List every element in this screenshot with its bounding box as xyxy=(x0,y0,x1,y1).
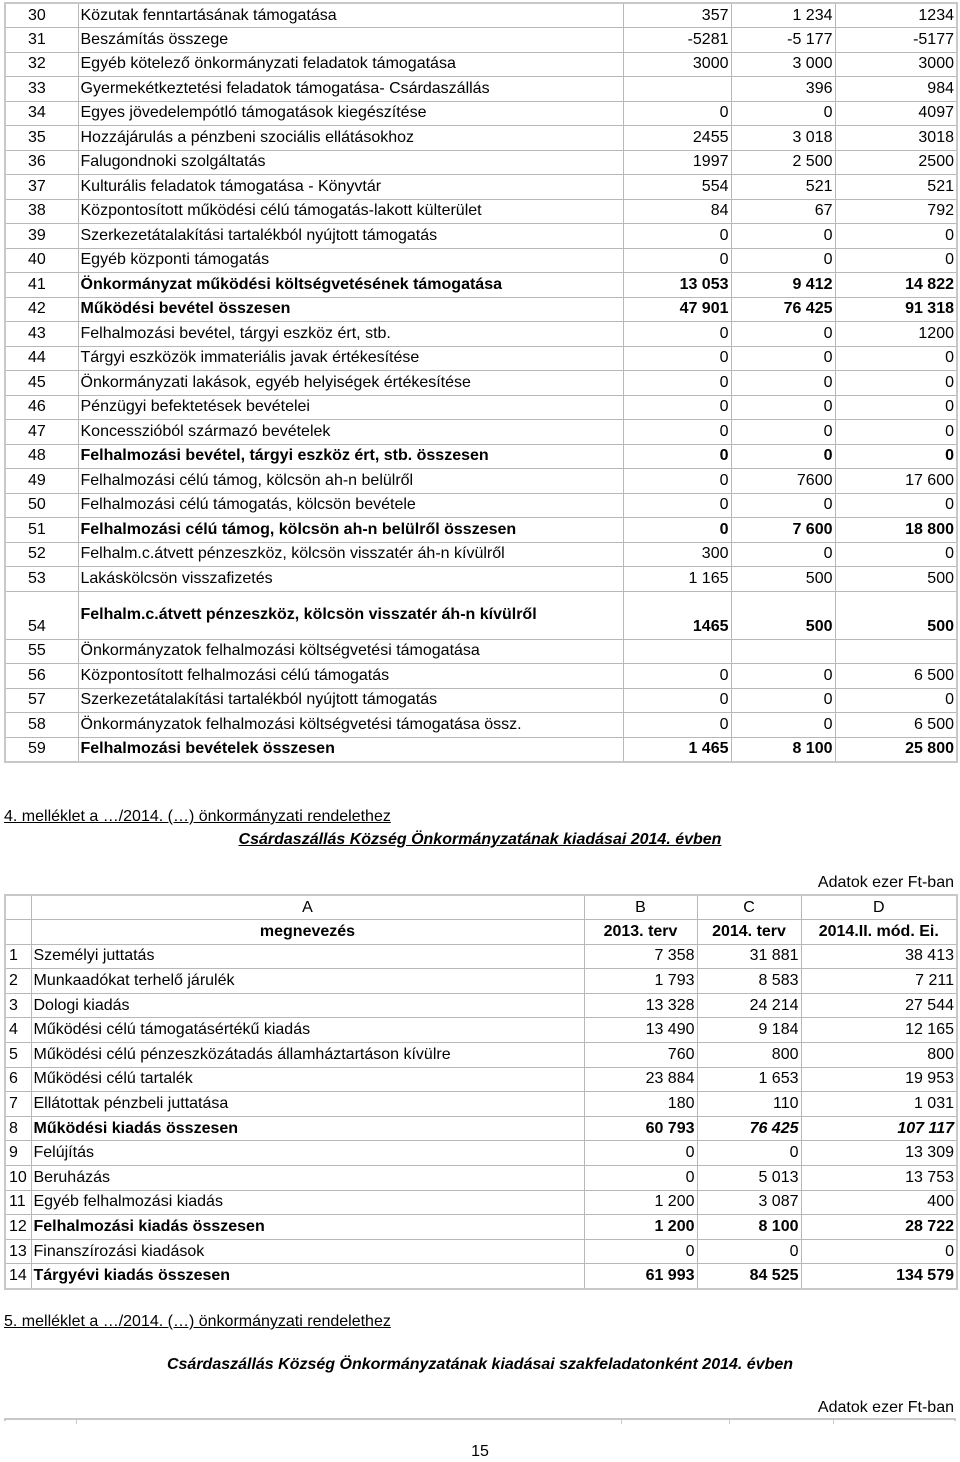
row-value-2014-mod: 13 309 xyxy=(801,1141,957,1166)
row-value-b: 0 xyxy=(731,371,835,396)
expenses-table xyxy=(4,894,958,1290)
row-number: 53 xyxy=(5,567,78,592)
annex-5-heading: 5. melléklet a …/2014. (…) önkormányzati rendelethez xyxy=(4,1313,391,1330)
row-value-c: 17 600 xyxy=(835,469,957,494)
row-value-2014-mod: 800 xyxy=(801,1043,957,1068)
row-number: 55 xyxy=(5,639,78,664)
row-label: Működési kiadás összesen xyxy=(31,1116,584,1141)
row-label: Felhalmozási célú támogatás, kölcsön bevétele xyxy=(78,493,623,518)
row-label: Felhalmozási célú támog, kölcsön ah-n belülről xyxy=(78,469,623,494)
row-value-b: 0 xyxy=(731,542,835,567)
row-number: 39 xyxy=(5,224,78,249)
table-row xyxy=(5,420,957,445)
row-number: 48 xyxy=(5,444,78,469)
row-number: 37 xyxy=(5,175,78,200)
row-label: Működési célú pénzeszközátadás államháztartáson kívülre xyxy=(31,1043,584,1068)
row-value-b: 1 234 xyxy=(731,3,835,28)
row-value-c: 521 xyxy=(835,175,957,200)
table-row xyxy=(5,1190,957,1215)
row-value-b: 0 xyxy=(731,346,835,371)
row-number: 56 xyxy=(5,664,78,689)
row-value-a xyxy=(623,77,731,102)
row-label: Tárgyi eszközök immateriális javak értékesítése xyxy=(78,346,623,371)
row-value-b: 0 xyxy=(731,444,835,469)
row-value-c: 0 xyxy=(835,371,957,396)
row-label: Működési célú tartalék xyxy=(31,1067,584,1092)
row-value-b: 0 xyxy=(731,224,835,249)
row-number: 3 xyxy=(5,993,31,1018)
row-value-b: 67 xyxy=(731,199,835,224)
row-value-2014: 110 xyxy=(697,1092,801,1117)
table-row xyxy=(5,688,957,713)
column-letters-row xyxy=(5,895,957,920)
table-row xyxy=(5,591,957,639)
row-value-a: 1 465 xyxy=(623,737,731,762)
row-value-b: 0 xyxy=(731,713,835,738)
row-value-c: 0 xyxy=(835,420,957,445)
table-row xyxy=(5,395,957,420)
row-value-c: 0 xyxy=(835,542,957,567)
table-row xyxy=(5,944,957,969)
table-row xyxy=(5,52,957,77)
table-row xyxy=(5,248,957,273)
row-label: Központosított felhalmozási célú támogatás xyxy=(78,664,623,689)
row-value-a: 0 xyxy=(623,248,731,273)
row-value-c: 2500 xyxy=(835,150,957,175)
row-label: Hozzájárulás a pénzbeni szociális ellátásokhoz xyxy=(78,126,623,151)
row-value-2014: 8 100 xyxy=(697,1215,801,1240)
row-value-a xyxy=(623,639,731,664)
row-value-2014-mod: 1 031 xyxy=(801,1092,957,1117)
row-value-2014-mod: 0 xyxy=(801,1239,957,1264)
col-header-2014: 2014. terv xyxy=(697,920,801,945)
row-value-b: 0 xyxy=(731,101,835,126)
row-value-a: 2455 xyxy=(623,126,731,151)
row-value-2014-mod: 400 xyxy=(801,1190,957,1215)
row-value-c: 91 318 xyxy=(835,297,957,322)
row-value-b: 8 100 xyxy=(731,737,835,762)
row-label: Működési célú támogatásértékű kiadás xyxy=(31,1018,584,1043)
annex-4-heading: 4. melléklet a …/2014. (…) önkormányzati rendelethez xyxy=(4,808,391,825)
row-value-a: 0 xyxy=(623,713,731,738)
row-number: 7 xyxy=(5,1092,31,1117)
table-row xyxy=(5,175,957,200)
table-row xyxy=(5,371,957,396)
row-value-c: 0 xyxy=(835,395,957,420)
row-value-b: 500 xyxy=(731,567,835,592)
table-row xyxy=(5,199,957,224)
row-label: Beszámítás összege xyxy=(78,28,623,53)
table-row xyxy=(5,1239,957,1264)
table-row xyxy=(5,28,957,53)
table-row xyxy=(5,77,957,102)
row-number: 11 xyxy=(5,1190,31,1215)
table-row xyxy=(5,1018,957,1043)
table-row xyxy=(5,493,957,518)
row-label: Központosított működési célú támogatás-lakott külterület xyxy=(78,199,623,224)
row-value-2014: 8 583 xyxy=(697,969,801,994)
row-value-a: 84 xyxy=(623,199,731,224)
table-row xyxy=(5,1092,957,1117)
row-value-a: 0 xyxy=(623,371,731,396)
table-row xyxy=(5,1166,957,1191)
row-number: 40 xyxy=(5,248,78,273)
row-value-c: 0 xyxy=(835,493,957,518)
row-value-2014: 24 214 xyxy=(697,993,801,1018)
row-value-a: 0 xyxy=(623,346,731,371)
row-value-c: 500 xyxy=(835,591,957,639)
row-value-2014: 1 653 xyxy=(697,1067,801,1092)
row-value-2013: 1 793 xyxy=(584,969,697,994)
row-value-2014-mod: 38 413 xyxy=(801,944,957,969)
row-value-b: 0 xyxy=(731,395,835,420)
row-value-a: 0 xyxy=(623,493,731,518)
row-number: 32 xyxy=(5,52,78,77)
row-number: 45 xyxy=(5,371,78,396)
row-value-b: 396 xyxy=(731,77,835,102)
row-value-a: 0 xyxy=(623,688,731,713)
row-value-2013: 0 xyxy=(584,1141,697,1166)
row-value-2014: 3 087 xyxy=(697,1190,801,1215)
row-label: Közutak fenntartásának támogatása xyxy=(78,3,623,28)
row-number: 54 xyxy=(5,591,78,639)
table-row xyxy=(5,297,957,322)
table-row xyxy=(5,126,957,151)
table-row xyxy=(5,737,957,762)
row-number: 30 xyxy=(5,3,78,28)
row-label: Felhalm.c.átvett pénzeszköz, kölcsön visszatér áh-n kívülről xyxy=(78,542,623,567)
table-row xyxy=(5,224,957,249)
row-label: Koncesszióból származó bevételek xyxy=(78,420,623,445)
row-number: 46 xyxy=(5,395,78,420)
row-value-2014-mod: 107 117 xyxy=(801,1116,957,1141)
col-header-2014-mod: 2014.II. mód. Ei. xyxy=(801,920,957,945)
table-row xyxy=(5,1067,957,1092)
table-row xyxy=(5,469,957,494)
row-value-a: 0 xyxy=(623,518,731,543)
row-value-a: 3000 xyxy=(623,52,731,77)
row-value-c: 1234 xyxy=(835,3,957,28)
row-value-2013: 1 200 xyxy=(584,1190,697,1215)
row-label: Egyéb felhalmozási kiadás xyxy=(31,1190,584,1215)
row-value-b: 9 412 xyxy=(731,273,835,298)
row-value-2014: 0 xyxy=(697,1141,801,1166)
row-label: Felújítás xyxy=(31,1141,584,1166)
row-value-2014: 5 013 xyxy=(697,1166,801,1191)
row-value-2014: 0 xyxy=(697,1239,801,1264)
row-number: 43 xyxy=(5,322,78,347)
row-label: Tárgyévi kiadás összesen xyxy=(31,1264,584,1289)
table-row xyxy=(5,664,957,689)
row-value-c: 0 xyxy=(835,444,957,469)
row-label: Egyes jövedelempótló támogatások kiegészítése xyxy=(78,101,623,126)
row-value-a: 300 xyxy=(623,542,731,567)
row-value-2013: 13 490 xyxy=(584,1018,697,1043)
row-value-2014: 800 xyxy=(697,1043,801,1068)
row-value-c xyxy=(835,639,957,664)
row-label: Falugondnoki szolgáltatás xyxy=(78,150,623,175)
row-value-a: 47 901 xyxy=(623,297,731,322)
row-label: Munkaadókat terhelő járulék xyxy=(31,969,584,994)
row-value-b: 0 xyxy=(731,322,835,347)
row-value-b xyxy=(731,639,835,664)
row-value-2013: 23 884 xyxy=(584,1067,697,1092)
row-value-b: -5 177 xyxy=(731,28,835,53)
row-number: 8 xyxy=(5,1116,31,1141)
row-number: 50 xyxy=(5,493,78,518)
row-value-c: 500 xyxy=(835,567,957,592)
row-value-a: 0 xyxy=(623,224,731,249)
row-number: 57 xyxy=(5,688,78,713)
row-number: 33 xyxy=(5,77,78,102)
row-number: 59 xyxy=(5,737,78,762)
table-row xyxy=(5,346,957,371)
row-value-b: 0 xyxy=(731,248,835,273)
row-label: Önkormányzatok felhalmozási költségvetési támogatása xyxy=(78,639,623,664)
row-value-2013: 760 xyxy=(584,1043,697,1068)
row-number: 58 xyxy=(5,713,78,738)
row-value-b: 2 500 xyxy=(731,150,835,175)
row-value-2013: 0 xyxy=(584,1166,697,1191)
table-row xyxy=(5,993,957,1018)
row-value-a: 0 xyxy=(623,664,731,689)
row-value-2014-mod: 7 211 xyxy=(801,969,957,994)
row-number: 4 xyxy=(5,1018,31,1043)
row-label: Ellátottak pénzbeli juttatása xyxy=(31,1092,584,1117)
row-number: 9 xyxy=(5,1141,31,1166)
row-number: 13 xyxy=(5,1239,31,1264)
row-value-2014: 76 425 xyxy=(697,1116,801,1141)
row-value-b: 0 xyxy=(731,688,835,713)
row-value-b: 7 600 xyxy=(731,518,835,543)
row-value-2014-mod: 19 953 xyxy=(801,1067,957,1092)
row-number: 47 xyxy=(5,420,78,445)
row-label: Beruházás xyxy=(31,1166,584,1191)
col-letter-d: D xyxy=(801,895,957,920)
row-value-2014-mod: 28 722 xyxy=(801,1215,957,1240)
col-letter-a: A xyxy=(31,895,584,920)
row-value-c: 18 800 xyxy=(835,518,957,543)
row-number: 5 xyxy=(5,1043,31,1068)
row-label: Felhalmozási célú támog, kölcsön ah-n belülről összesen xyxy=(78,518,623,543)
row-label: Lakáskölcsön visszafizetés xyxy=(78,567,623,592)
column-header-row xyxy=(5,920,957,945)
row-label: Felhalm.c.átvett pénzeszköz, kölcsön visszatér áh-n kívülről xyxy=(78,591,623,639)
table-row xyxy=(5,639,957,664)
row-value-2014-mod: 12 165 xyxy=(801,1018,957,1043)
row-number: 51 xyxy=(5,518,78,543)
page-number: 15 xyxy=(471,1443,489,1460)
row-value-a: 554 xyxy=(623,175,731,200)
table-row xyxy=(5,1264,957,1289)
revenue-table xyxy=(4,2,958,763)
row-number: 44 xyxy=(5,346,78,371)
row-value-c: -5177 xyxy=(835,28,957,53)
row-value-2013: 7 358 xyxy=(584,944,697,969)
table-row xyxy=(5,444,957,469)
row-label: Önkormányzat működési költségvetésének támogatása xyxy=(78,273,623,298)
row-number: 10 xyxy=(5,1166,31,1191)
row-number: 34 xyxy=(5,101,78,126)
row-value-2013: 1 200 xyxy=(584,1215,697,1240)
row-value-2013: 60 793 xyxy=(584,1116,697,1141)
table-row xyxy=(5,713,957,738)
row-number: 1 xyxy=(5,944,31,969)
row-number: 38 xyxy=(5,199,78,224)
row-value-2014: 84 525 xyxy=(697,1264,801,1289)
units-note: Adatok ezer Ft-ban xyxy=(817,874,954,891)
row-value-c: 3018 xyxy=(835,126,957,151)
row-value-c: 3000 xyxy=(835,52,957,77)
row-label: Működési bevétel összesen xyxy=(78,297,623,322)
units-note-2: Adatok ezer Ft-ban xyxy=(817,1399,954,1416)
row-label: Egyéb központi támogatás xyxy=(78,248,623,273)
row-number: 31 xyxy=(5,28,78,53)
row-value-c: 4097 xyxy=(835,101,957,126)
row-value-c: 6 500 xyxy=(835,713,957,738)
row-number: 52 xyxy=(5,542,78,567)
row-value-2014-mod: 13 753 xyxy=(801,1166,957,1191)
row-value-a: 1 165 xyxy=(623,567,731,592)
row-number: 14 xyxy=(5,1264,31,1289)
row-value-c: 792 xyxy=(835,199,957,224)
row-value-b: 500 xyxy=(731,591,835,639)
row-value-c: 1200 xyxy=(835,322,957,347)
col-header-2013: 2013. terv xyxy=(584,920,697,945)
row-value-2013: 13 328 xyxy=(584,993,697,1018)
expenses-title: Csárdaszállás Község Önkormányzatának kiadásai 2014. évben xyxy=(238,831,722,848)
row-number: 6 xyxy=(5,1067,31,1092)
table-row xyxy=(5,518,957,543)
table-row xyxy=(5,3,957,28)
row-value-a: 357 xyxy=(623,3,731,28)
row-value-2013: 61 993 xyxy=(584,1264,697,1289)
table-row xyxy=(5,150,957,175)
row-label: Felhalmozási kiadás összesen xyxy=(31,1215,584,1240)
row-number: 49 xyxy=(5,469,78,494)
row-value-b: 3 018 xyxy=(731,126,835,151)
next-table-top-border xyxy=(4,1418,956,1421)
table-row xyxy=(5,1116,957,1141)
row-label: Felhalmozási bevételek összesen xyxy=(78,737,623,762)
row-value-c: 0 xyxy=(835,346,957,371)
row-label: Finanszírozási kiadások xyxy=(31,1239,584,1264)
row-label: Önkormányzatok felhalmozási költségvetési támogatása össz. xyxy=(78,713,623,738)
table-row xyxy=(5,322,957,347)
row-value-2014: 9 184 xyxy=(697,1018,801,1043)
expenses-by-task-title: Csárdaszállás Község Önkormányzatának kiadásai szakfeladatonként 2014. évben xyxy=(166,1356,794,1373)
row-value-c: 14 822 xyxy=(835,273,957,298)
row-value-b: 0 xyxy=(731,664,835,689)
row-value-2013: 180 xyxy=(584,1092,697,1117)
row-label: Szerkezetátalakítási tartalékból nyújtott támogatás xyxy=(78,224,623,249)
col-letter-c: C xyxy=(697,895,801,920)
row-value-c: 0 xyxy=(835,224,957,249)
row-label: Személyi juttatás xyxy=(31,944,584,969)
row-value-2014: 31 881 xyxy=(697,944,801,969)
col-letter-b: B xyxy=(584,895,697,920)
row-value-a: 0 xyxy=(623,444,731,469)
row-value-a: 0 xyxy=(623,322,731,347)
row-label: Pénzügyi befektetések bevételei xyxy=(78,395,623,420)
row-number: 42 xyxy=(5,297,78,322)
table-row xyxy=(5,273,957,298)
row-label: Gyermekétkeztetési feladatok támogatása- Csárdaszállás xyxy=(78,77,623,102)
row-number: 41 xyxy=(5,273,78,298)
table-row xyxy=(5,567,957,592)
row-value-c: 25 800 xyxy=(835,737,957,762)
table-row xyxy=(5,1043,957,1068)
row-number: 12 xyxy=(5,1215,31,1240)
row-value-2014-mod: 134 579 xyxy=(801,1264,957,1289)
row-value-2013: 0 xyxy=(584,1239,697,1264)
table-row xyxy=(5,1141,957,1166)
row-label: Szerkezetátalakítási tartalékból nyújtott támogatás xyxy=(78,688,623,713)
table-row xyxy=(5,969,957,994)
row-value-b: 0 xyxy=(731,493,835,518)
row-value-c: 0 xyxy=(835,248,957,273)
row-value-a: 1465 xyxy=(623,591,731,639)
col-header-name: megnevezés xyxy=(31,920,584,945)
row-label: Felhalmozási bevétel, tárgyi eszköz ért, stb. összesen xyxy=(78,444,623,469)
row-value-a: 1997 xyxy=(623,150,731,175)
row-value-a: 0 xyxy=(623,101,731,126)
row-number: 35 xyxy=(5,126,78,151)
row-value-a: 13 053 xyxy=(623,273,731,298)
row-label: Kulturális feladatok támogatása - Könyvtár xyxy=(78,175,623,200)
row-value-b: 0 xyxy=(731,420,835,445)
row-number: 36 xyxy=(5,150,78,175)
row-value-a: 0 xyxy=(623,420,731,445)
row-value-c: 6 500 xyxy=(835,664,957,689)
table-row xyxy=(5,1215,957,1240)
row-value-a: 0 xyxy=(623,395,731,420)
row-value-c: 984 xyxy=(835,77,957,102)
row-value-2014-mod: 27 544 xyxy=(801,993,957,1018)
table-row xyxy=(5,101,957,126)
row-label: Önkormányzati lakások, egyéb helyiségek értékesítése xyxy=(78,371,623,396)
row-value-b: 76 425 xyxy=(731,297,835,322)
row-label: Egyéb kötelező önkormányzati feladatok támogatása xyxy=(78,52,623,77)
row-value-a: -5281 xyxy=(623,28,731,53)
row-value-b: 7600 xyxy=(731,469,835,494)
row-value-a: 0 xyxy=(623,469,731,494)
table-row xyxy=(5,542,957,567)
row-label: Dologi kiadás xyxy=(31,993,584,1018)
row-value-b: 3 000 xyxy=(731,52,835,77)
row-label: Felhalmozási bevétel, tárgyi eszköz ért, stb. xyxy=(78,322,623,347)
row-value-b: 521 xyxy=(731,175,835,200)
row-value-c: 0 xyxy=(835,688,957,713)
row-number: 2 xyxy=(5,969,31,994)
